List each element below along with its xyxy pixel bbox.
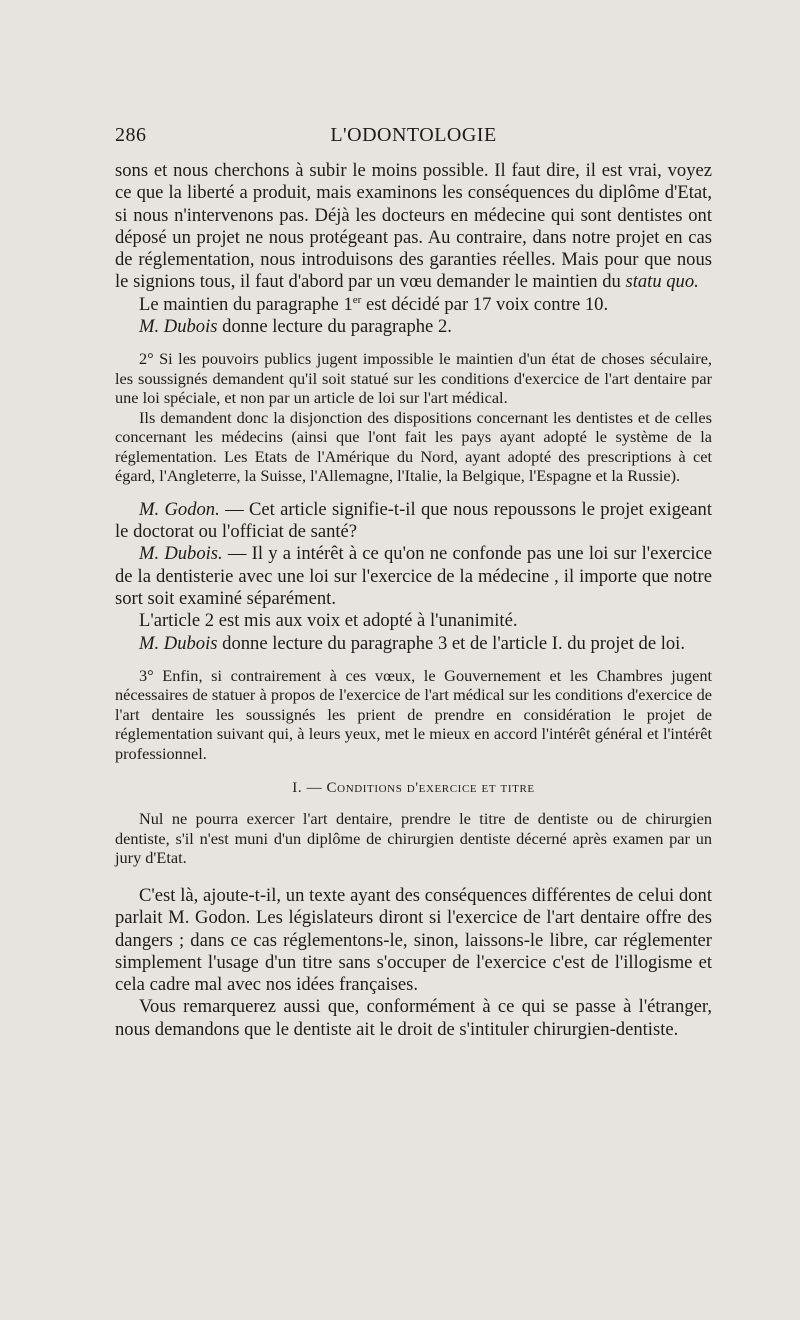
section-heading: I. — Conditions d'exercice et titre — [292, 780, 535, 797]
quoted-paragraph-2: 2° Si les pouvoirs publics jugent impossible le maintien d'un état de choses séculaire, les soussignés demandent qu'il soit statué sur les conditions d'exercice de l'art dentaire par une loi spéciale, et non par un article de loi sur l'art médical. — [115, 349, 712, 408]
page-number: 286 — [115, 124, 147, 146]
paragraph-godon-question: M. Godon. — Cet article signifie-t-il que nous repoussons le projet exigeant le doctorat ou l'officiat de santé? — [115, 498, 712, 543]
paragraph-dubois-reading: M. Dubois donne lecture du paragraphe 2. — [139, 316, 452, 338]
paragraph-dubois-commentary: C'est là, ajoute-t-il, un texte ayant des conséquences différentes de celui dont parlait M. Godon. Les législateurs diront si l'exercice de l'art dentaire offre des dangers ; dans ce cas réglementons-le, sinon, laissons-le libre, car réglementer simplement l'usage d'un titre sans s'occuper de l'exercice c'est de l'illogisme et cela cadre mal avec nos idées françaises. — [115, 884, 712, 996]
paragraph-continuation: sons et nous cherchons à subir le moins possible. Il faut dire, il est vrai, voyez ce que la liberté a produit, mais examinons les conséquences du diplôme d'Etat, si nous n'intervenons pas. Déjà les docteurs en médecine qui sont dentistes ont déposé un projet ne nous protégeant pas. Au contraire, dans notre projet en cas de réglementation, nous introduisons des garanties réelles. Mais pour que nous le signions tous, il faut d'abord par un vœu demander le maintien du statu quo. — [115, 160, 712, 293]
running-title: L'ODONTOLOGIE — [330, 124, 497, 146]
quoted-paragraph-3: 3° Enfin, si contrairement à ces vœux, le Gouvernement et les Chambres jugent nécessaires de statuer à propos de l'exercice de l'art médical sur les conditions d'exercice de l'art dentaire les soussignés les prient de prendre en considération le projet de réglementation suivant qui, à leurs yeux, met le mieux en accord l'intérêt général et l'intérêt professionnel. — [115, 665, 712, 763]
paragraph-vote-result: Le maintien du paragraphe 1er est décidé par 17 voix contre 10. — [139, 293, 609, 315]
page-header — [115, 124, 712, 150]
paragraph-dubois-reading-3: M. Dubois donne lecture du paragraphe 3 et de l'article I. du projet de loi. — [139, 632, 686, 654]
quoted-paragraph-2-continued: Ils demandent donc la disjonction des dispositions concernant les dentistes et de celles concernant les médecins (ainsi que l'ont fait les pays ayant adopté le système de la réglementation. Les Etats de l'Amérique du Nord, ayant adopté des prescriptions à cet égard, l'Angleterre, la Suisse, l'Allemagne, l'Italie, la Belgique, l'Espagne et la Russie). — [115, 407, 712, 486]
page-body — [115, 160, 712, 1041]
paragraph-article-adopted: L'article 2 est mis aux voix et adopté à l'unanimité. — [139, 610, 518, 632]
quoted-article-1: Nul ne pourra exercer l'art dentaire, prendre le titre de dentiste ou de chirurgien dentiste, s'il n'est muni d'un diplôme de chirurgien dentiste décerné après examen par un jury d'Etat. — [115, 809, 712, 868]
document-page — [115, 0, 712, 1320]
paragraph-dubois-answer: M. Dubois. — Il y a intérêt à ce qu'on ne confonde pas une loi sur l'exercice de la dentisterie avec une loi sur l'exercice de la médecine , il importe que notre sort soit examiné séparément. — [115, 543, 713, 610]
paragraph-foreign-comparison: Vous remarquerez aussi que, conformément à ce qui se passe à l'étranger, nous demandons que le dentiste ait le droit de s'intituler chirurgien-dentiste. — [115, 996, 712, 1040]
